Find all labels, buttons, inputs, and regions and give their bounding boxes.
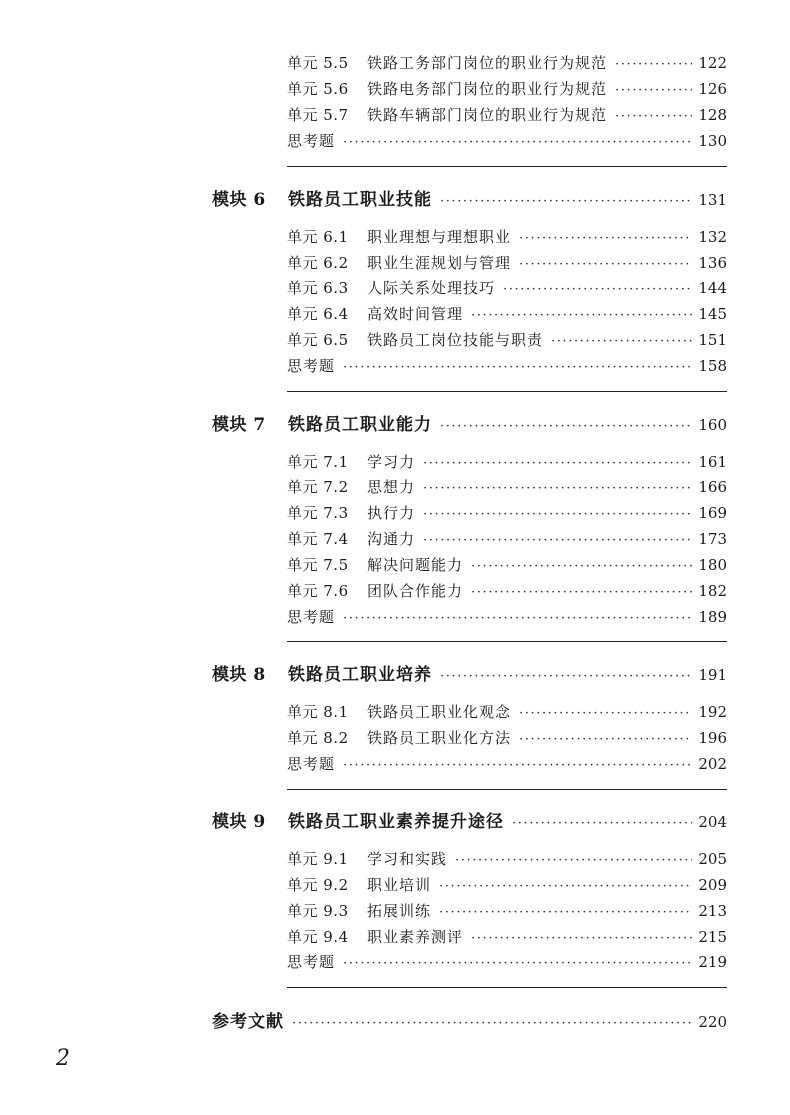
toc-unit-entry[interactable] [287, 580, 727, 602]
page-number: 205 [698, 850, 727, 868]
unit-number: 单元 7.2 [287, 478, 349, 496]
unit-number: 单元 5.6 [287, 80, 349, 98]
page-number: 131 [698, 191, 727, 209]
unit-title: 铁路车辆部门岗位的职业行为规范 [367, 106, 608, 124]
unit-title: 沟通力 [367, 530, 416, 548]
dot-leader [343, 758, 692, 773]
unit-number: 单元 7.1 [287, 453, 349, 471]
toc-questions-entry[interactable] [287, 606, 727, 628]
dot-leader [423, 456, 692, 471]
page-number: 192 [698, 703, 727, 721]
toc-unit-entry[interactable] [287, 502, 727, 524]
unit-number: 单元 6.3 [287, 279, 349, 297]
unit-title: 职业素养测评 [367, 928, 464, 946]
dot-leader [519, 706, 692, 721]
dot-leader [292, 1016, 692, 1031]
page-number: 166 [698, 478, 727, 496]
unit-title: 解决问题能力 [367, 556, 464, 574]
page-number: 145 [698, 305, 727, 323]
toc-module-entry[interactable] [212, 185, 727, 211]
dot-leader [343, 956, 692, 971]
page-number: 191 [698, 666, 727, 684]
toc-module-entry[interactable] [212, 410, 727, 436]
unit-number: 单元 6.4 [287, 305, 349, 323]
page-number: 128 [698, 106, 727, 124]
page-number: 182 [698, 582, 727, 600]
module-number: 模块 9 [212, 812, 266, 832]
dot-leader [471, 585, 692, 600]
toc-unit-entry[interactable] [287, 476, 727, 498]
toc-questions-entry[interactable] [287, 355, 727, 377]
page-number: 180 [698, 556, 727, 574]
page-number: 136 [698, 254, 727, 272]
unit-title: 铁路电务部门岗位的职业行为规范 [367, 80, 608, 98]
page-number: 160 [698, 416, 727, 434]
dot-leader [503, 282, 692, 297]
section-divider [287, 166, 727, 167]
dot-leader [423, 507, 692, 522]
page-number: 219 [698, 953, 727, 971]
dot-leader [343, 135, 692, 150]
unit-title: 高效时间管理 [367, 305, 464, 323]
toc-unit-entry[interactable] [287, 277, 727, 299]
unit-title: 职业培训 [367, 876, 432, 894]
dot-leader [615, 83, 692, 98]
dot-leader [519, 231, 692, 246]
dot-leader [471, 308, 692, 323]
questions-title: 思考题 [287, 132, 336, 150]
section-divider [287, 641, 727, 642]
page-number: 161 [698, 453, 727, 471]
toc-unit-entry[interactable] [287, 303, 727, 325]
page-number: 132 [698, 228, 727, 246]
dot-leader [440, 419, 692, 434]
dot-leader [423, 533, 692, 548]
toc-unit-entry[interactable] [287, 727, 727, 749]
unit-title: 职业生涯规划与管理 [367, 254, 512, 272]
dot-leader [519, 257, 692, 272]
page-number: 126 [698, 80, 727, 98]
page-number: 158 [698, 357, 727, 375]
unit-number: 单元 7.5 [287, 556, 349, 574]
questions-title: 思考题 [287, 953, 336, 971]
questions-title: 思考题 [287, 755, 336, 773]
toc-unit-entry[interactable] [287, 451, 727, 473]
dot-leader [519, 732, 692, 747]
toc-unit-entry[interactable] [287, 528, 727, 550]
page-number: 209 [698, 876, 727, 894]
page-number: 202 [698, 755, 727, 773]
dot-leader [440, 669, 692, 684]
dot-leader [343, 611, 692, 626]
unit-number: 单元 8.1 [287, 703, 349, 721]
unit-title: 团队合作能力 [367, 582, 464, 600]
unit-title: 学习力 [367, 453, 416, 471]
unit-title: 职业理想与理想职业 [367, 228, 512, 246]
page-number: 151 [698, 331, 727, 349]
module-title: 铁路员工职业技能 [288, 190, 432, 210]
toc-questions-entry[interactable] [287, 951, 727, 973]
page-number: 220 [698, 1013, 727, 1031]
unit-number: 单元 9.3 [287, 902, 349, 920]
unit-number: 单元 6.2 [287, 254, 349, 272]
toc-module-entry[interactable] [212, 807, 727, 833]
unit-title: 思想力 [367, 478, 416, 496]
unit-title: 学习和实践 [367, 850, 448, 868]
unit-title: 铁路工务部门岗位的职业行为规范 [367, 54, 608, 72]
module-number: 模块 8 [212, 665, 266, 685]
unit-title: 人际关系处理技巧 [367, 279, 496, 297]
page-number: 122 [698, 54, 727, 72]
toc-unit-entry[interactable] [287, 554, 727, 576]
toc-unit-entry[interactable] [287, 52, 727, 74]
toc-unit-entry[interactable] [287, 226, 727, 248]
toc-questions-entry[interactable] [287, 753, 727, 775]
unit-title: 铁路员工职业化观念 [367, 703, 512, 721]
unit-number: 单元 9.1 [287, 850, 349, 868]
page-number: 204 [698, 813, 727, 831]
unit-number: 单元 9.4 [287, 928, 349, 946]
page-number: 169 [698, 504, 727, 522]
unit-number: 单元 6.5 [287, 331, 349, 349]
unit-number: 单元 5.5 [287, 54, 349, 72]
dot-leader [439, 905, 692, 920]
dot-leader [439, 879, 692, 894]
questions-title: 思考题 [287, 608, 336, 626]
dot-leader [343, 360, 692, 375]
dot-leader [440, 194, 692, 209]
questions-title: 思考题 [287, 357, 336, 375]
toc-questions-entry[interactable] [287, 130, 727, 152]
page-number: 189 [698, 608, 727, 626]
toc-unit-entry[interactable] [287, 701, 727, 723]
toc-unit-entry[interactable] [287, 252, 727, 274]
module-title: 铁路员工职业素养提升途径 [288, 812, 504, 832]
toc-unit-entry[interactable] [287, 900, 727, 922]
toc-unit-entry[interactable] [287, 926, 727, 948]
dot-leader [551, 334, 692, 349]
page-number: 196 [698, 729, 727, 747]
dot-leader [615, 57, 692, 72]
dot-leader [455, 853, 692, 868]
toc-unit-entry[interactable] [287, 329, 727, 351]
unit-number: 单元 7.6 [287, 582, 349, 600]
toc-unit-entry[interactable] [287, 848, 727, 870]
unit-title: 铁路员工岗位技能与职责 [367, 331, 544, 349]
unit-number: 单元 9.2 [287, 876, 349, 894]
toc-references-entry[interactable] [212, 1007, 727, 1033]
unit-title: 拓展训练 [367, 902, 432, 920]
toc-unit-entry[interactable] [287, 104, 727, 126]
folio-page-number: 2 [56, 1046, 70, 1071]
page-number: 144 [698, 279, 727, 297]
page-number: 130 [698, 132, 727, 150]
dot-leader [471, 559, 692, 574]
unit-number: 单元 6.1 [287, 228, 349, 246]
section-divider [287, 391, 727, 392]
references-title: 参考文献 [212, 1012, 284, 1032]
toc-unit-entry[interactable] [287, 874, 727, 896]
module-number: 模块 6 [212, 190, 266, 210]
unit-number: 单元 7.3 [287, 504, 349, 522]
unit-title: 铁路员工职业化方法 [367, 729, 512, 747]
dot-leader [512, 816, 692, 831]
section-divider [287, 987, 727, 988]
unit-number: 单元 7.4 [287, 530, 349, 548]
page-number: 173 [698, 530, 727, 548]
section-divider [287, 789, 727, 790]
module-number: 模块 7 [212, 415, 266, 435]
unit-number: 单元 5.7 [287, 106, 349, 124]
dot-leader [423, 481, 692, 496]
unit-number: 单元 8.2 [287, 729, 349, 747]
module-title: 铁路员工职业能力 [288, 415, 432, 435]
toc-unit-entry[interactable] [287, 78, 727, 100]
page-number: 215 [698, 928, 727, 946]
dot-leader [471, 931, 692, 946]
toc-module-entry[interactable] [212, 660, 727, 686]
dot-leader [615, 109, 692, 124]
page-number: 213 [698, 902, 727, 920]
module-title: 铁路员工职业培养 [288, 665, 432, 685]
unit-title: 执行力 [367, 504, 416, 522]
